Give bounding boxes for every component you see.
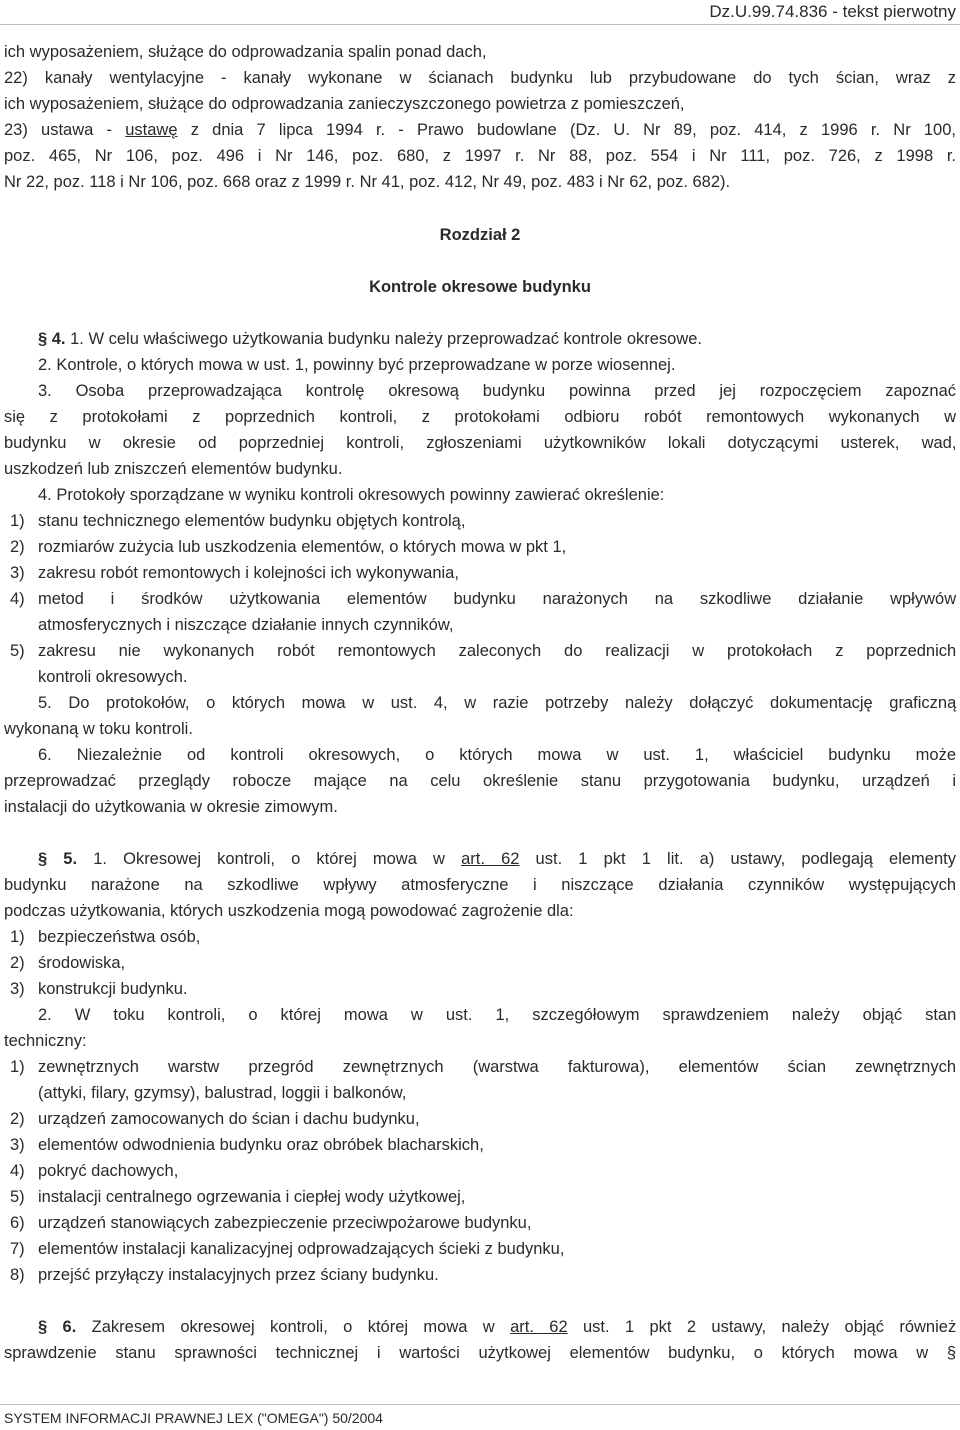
list-number: 4) (10, 1162, 25, 1180)
list-number: 3) (10, 1136, 25, 1154)
text-line: techniczny: (4, 1032, 87, 1050)
list-item: urządzeń zamocowanych do ścian i dachu budynku, (38, 1110, 420, 1128)
list-number: 4) (10, 590, 25, 608)
text-line: ich wyposażeniem, służące do odprowadzania zanieczyszczonego powietrza z pomieszczeń, (4, 95, 685, 113)
list-number: 2) (10, 954, 25, 972)
text-span: ust. 1 pkt 1 lit. a) ustawy, podlegają elementy (519, 850, 956, 868)
text-span: Zakresem okresowej kontroli, o której mowa w (76, 1318, 511, 1336)
text-span: 23) ustawa - (4, 121, 126, 139)
list-item: konstrukcji budynku. (38, 980, 188, 998)
text-line: sprawdzenie stanu sprawności technicznej i wartości użytkowej elementów budynku, o których mowa w § (4, 1344, 956, 1362)
document-id: Dz.U.99.74.836 - tekst pierwotny (709, 2, 956, 21)
text-line: poz. 465, Nr 106, poz. 496 i Nr 146, poz. 680, z 1997 r. Nr 88, poz. 554 i Nr 111, poz. 726, z 1998 r. (4, 147, 956, 165)
list-item-continued: atmosferycznych i niszczące działanie innych czynników, (38, 616, 454, 634)
list-item: elementów odwodnienia budynku oraz obróbek blacharskich, (38, 1136, 484, 1154)
list-number: 1) (10, 1058, 25, 1076)
list-number: 5) (10, 1188, 25, 1206)
list-number: 3) (10, 980, 25, 998)
article-link[interactable]: art. 62 (510, 1318, 568, 1336)
text-line: Nr 22, poz. 118 i Nr 106, poz. 668 oraz z 1999 r. Nr 41, poz. 412, Nr 49, poz. 483 i Nr 62, poz. 682). (4, 173, 731, 191)
list-item: zewnętrznych warstw przegród zewnętrznych (warstwa fakturowa), elementów ścian zewnętrznych (38, 1058, 956, 1076)
text-line: 2. W toku kontroli, o której mowa w ust. 1, szczegółowym sprawdzeniem należy objąć stan (38, 1006, 957, 1024)
text-line: wykonaną w toku kontroli. (4, 720, 193, 738)
footer-rule (0, 1404, 960, 1405)
list-item: bezpieczeństwa osób, (38, 928, 201, 946)
list-item: zakresu nie wykonanych robót remontowych zaleconych do realizacji w protokołach z poprzednich (38, 642, 957, 660)
list-item: środowiska, (38, 954, 126, 972)
list-number: 2) (10, 1110, 25, 1128)
section-marker: § 5. (38, 850, 78, 868)
chapter-title: Kontrole okresowe budynku (369, 278, 591, 296)
section-marker: § 4. (38, 330, 66, 348)
list-number: 1) (10, 512, 25, 530)
list-item: rozmiarów zużycia lub uszkodzenia elementów, o których mowa w pkt 1, (38, 538, 567, 556)
text-line: 22) kanały wentylacyjne - kanały wykonane w ścianach budynku lub przybudowane do tych ścian, wraz z (4, 69, 956, 87)
list-item: zakresu robót remontowych i kolejności ich wykonywania, (38, 564, 459, 582)
list-number: 8) (10, 1266, 25, 1284)
list-number: 6) (10, 1214, 25, 1232)
section-marker: § 6. (38, 1318, 77, 1336)
text-line: budynku narażone na szkodliwe wpływy atmosferyczne i niszczące działania czynników występujących (4, 876, 957, 894)
list-item: przejść przyłączy instalacyjnych przez ściany budynku. (38, 1266, 439, 1284)
list-item-continued: (attyki, filary, gzymsy), balustrad, loggii i balkonów, (38, 1084, 407, 1102)
text-span: ust. 1 pkt 2 ustawy, należy objąć również (567, 1318, 957, 1336)
text-line: ich wyposażeniem, służące do odprowadzania spalin ponad dach, (4, 43, 487, 61)
paragraph-6 (38, 1317, 956, 1337)
header-rule (0, 24, 960, 25)
list-item: pokryć dachowych, (38, 1162, 179, 1180)
text-line: 4. Protokoły sporządzane w wyniku kontroli okresowych powinny zawierać określenie: (38, 486, 665, 504)
list-number: 2) (10, 538, 25, 556)
text-line: 3. Osoba przeprowadzająca kontrolę okresową budynku powinna przed jej rozpoczęciem zapoznać (38, 382, 956, 400)
list-number: 7) (10, 1240, 25, 1258)
law-link[interactable]: ustawę (125, 121, 178, 139)
text-line: się z protokołami z poprzednich kontroli, z protokołami odbioru robót remontowych wykonanych w (4, 408, 956, 426)
list-item: instalacji centralnego ogrzewania i ciepłej wody użytkowej, (38, 1188, 466, 1206)
article-link[interactable]: art. 62 (461, 850, 520, 868)
list-number: 3) (10, 564, 25, 582)
footer-text: SYSTEM INFORMACJI PRAWNEJ LEX ("OMEGA") 50/2004 (4, 1410, 383, 1426)
list-item: elementów instalacji kanalizacyjnej odprowadzających ścieki z budynku, (38, 1240, 565, 1258)
list-item: metod i środków użytkowania elementów budynku narażonych na szkodliwe działanie wpływów (38, 590, 957, 608)
chapter-number: Rozdział 2 (439, 226, 521, 244)
list-item: urządzeń stanowiących zabezpieczenie przeciwpożarowe budynku, (38, 1214, 532, 1232)
text-line: instalacji do użytkowania w okresie zimowym. (4, 798, 338, 816)
text-span: z dnia 7 lipca 1994 r. - Prawo budowlane (Dz. U. Nr 89, poz. 414, z 1996 r. Nr 100, (177, 121, 956, 139)
text-line: przeprowadzać przeglądy robocze mające na celu określenie stanu przygotowania budynku, urządzeń i (4, 772, 956, 790)
list-number: 5) (10, 642, 25, 660)
list-number: 1) (10, 928, 25, 946)
text-line (4, 120, 956, 140)
text-line: uszkodzeń lub zniszczeń elementów budynku. (4, 460, 343, 478)
text-line: podczas użytkowania, których uszkodzenia mogą powodować zagrożenie dla: (4, 902, 574, 920)
list-item-continued: kontroli okresowych. (38, 668, 188, 686)
text-line: 2. Kontrole, o których mowa w ust. 1, powinny być przeprowadzane w porze wiosennej. (38, 356, 676, 374)
paragraph-4 (38, 329, 702, 349)
list-item: stanu technicznego elementów budynku objętych kontrolą, (38, 512, 466, 530)
text-span: 1. W celu właściwego użytkowania budynku należy przeprowadzać kontrole okresowe. (65, 330, 703, 348)
text-line: 5. Do protokołów, o których mowa w ust. 4, w razie potrzeby należy dołączyć dokumentację graficzną (38, 694, 957, 712)
paragraph-5 (38, 849, 956, 869)
text-line: budynku w okresie od poprzedniej kontroli, zgłoszeniami użytkowników lokali dotyczącymi usterek, wad, (4, 434, 957, 452)
text-span: 1. Okresowej kontroli, o której mowa w (77, 850, 462, 868)
text-line: 6. Niezależnie od kontroli okresowych, o których mowa w ust. 1, właściciel budynku może (38, 746, 956, 764)
